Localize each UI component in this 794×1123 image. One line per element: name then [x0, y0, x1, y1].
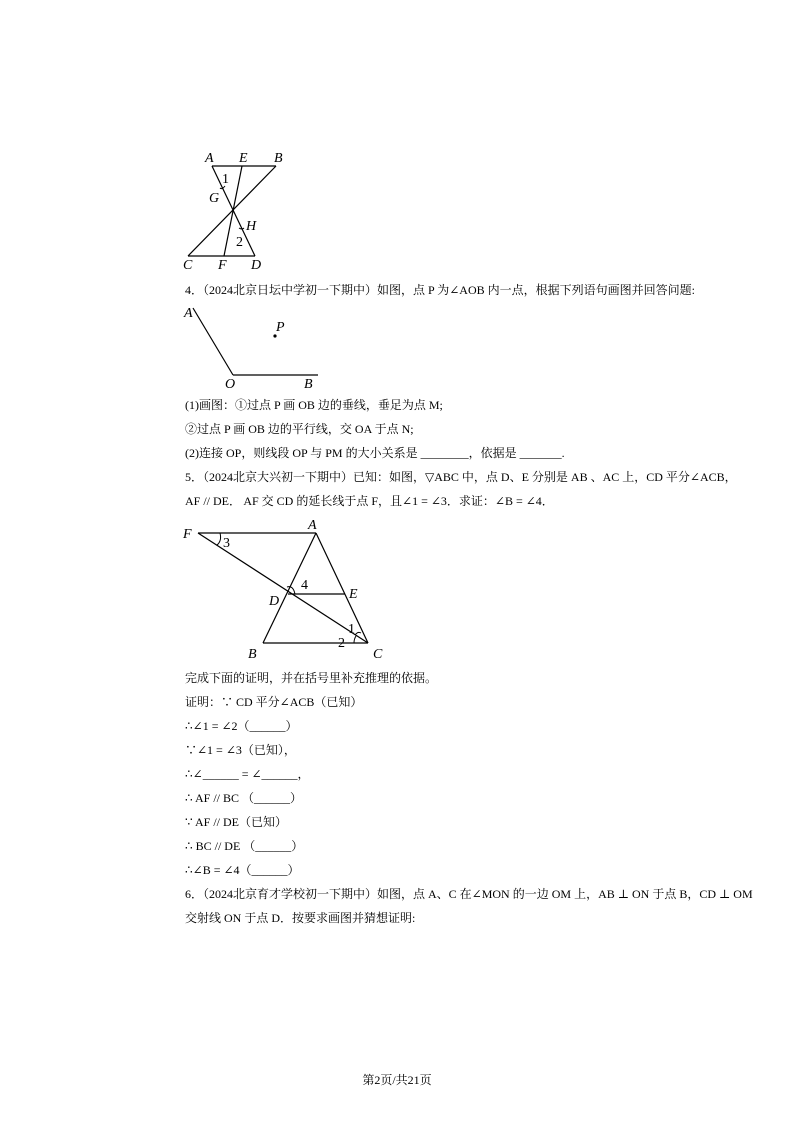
q5-stem-2: AF // DE． AF 交 CD 的延长线于点 F，且∠1 = ∠3．求证：∠B = ∠4． [185, 494, 554, 508]
label-E: E [239, 151, 248, 166]
label-P: P [276, 320, 285, 335]
label-H: H [246, 219, 257, 234]
label-O: O [225, 377, 236, 392]
label-3: 3 [223, 536, 230, 551]
proof-step-2: ∴∠1 = ∠2（______） [185, 719, 298, 733]
label-B: B [274, 151, 283, 166]
label-E: E [349, 587, 358, 602]
q4-part1: (1)画图：①过点 P 画 OB 边的垂线，垂足为点 M; [185, 398, 443, 412]
label-B: B [248, 647, 257, 662]
proof-step-8: ∴∠B = ∠4（______） [185, 863, 300, 877]
proof-step-3: ∵∠1 = ∠3（已知）， [185, 743, 296, 757]
figure-3 [178, 515, 393, 663]
label-1: 1 [348, 622, 355, 637]
q6-line-2: 交射线 ON 于点 D．按要求画图并猜想证明: [185, 911, 416, 925]
proof-step-4: ∴∠______ = ∠______， [185, 767, 310, 781]
label-G: G [209, 191, 220, 206]
label-4: 4 [301, 578, 308, 593]
q5-instruction: 完成下面的证明，并在括号里补充推理的依据。 [185, 671, 438, 685]
label-C: C [183, 258, 193, 270]
label-D: D [269, 594, 280, 609]
proof-step-1: 证明：∵ CD 平分∠ACB（已知） [185, 695, 363, 709]
q4-part1b: ②过点 P 画 OB 边的平行线，交 OA 于点 N; [185, 422, 414, 436]
label-2: 2 [236, 235, 243, 250]
proof-step-6: ∵ AF // DE（已知） [185, 815, 287, 829]
page-footer: 第2页/共21页 [362, 1073, 432, 1087]
label-F: F [218, 258, 227, 270]
q4-stem: 4．（2024北京日坛中学初一下期中）如图，点 P 为∠AOB 内一点，根据下列语句画图并回答问题: [185, 283, 695, 297]
q6-line-1: 6．（2024北京育才学校初一下期中）如图，点 A、C 在∠MON 的一边 OM 上，AB ⊥ ON 于点 B，CD ⊥ OM [185, 887, 753, 901]
label-D: D [251, 258, 262, 270]
figure-1 [178, 148, 288, 270]
label-1: 1 [222, 172, 229, 187]
label-B: B [304, 377, 313, 392]
proof-step-5: ∴ AF // BC （______） [185, 791, 302, 805]
proof-step-7: ∴ BC // DE （______） [185, 839, 304, 853]
label-2: 2 [338, 636, 345, 651]
figure-2 [178, 300, 328, 392]
label-F: F [183, 527, 192, 542]
label-A: A [308, 518, 317, 533]
label-A: A [184, 306, 193, 321]
q4-part2: (2)连接 OP，则线段 OP 与 PM 的大小关系是 ________，依据是 _______. [185, 446, 565, 460]
q5-stem-1: 5．（2024北京大兴初一下期中）已知：如图，▽ABC 中，点 D、E 分别是 AB 、AC 上，CD 平分∠ACB， [185, 470, 737, 484]
label-C: C [373, 647, 383, 662]
label-A: A [205, 151, 214, 166]
